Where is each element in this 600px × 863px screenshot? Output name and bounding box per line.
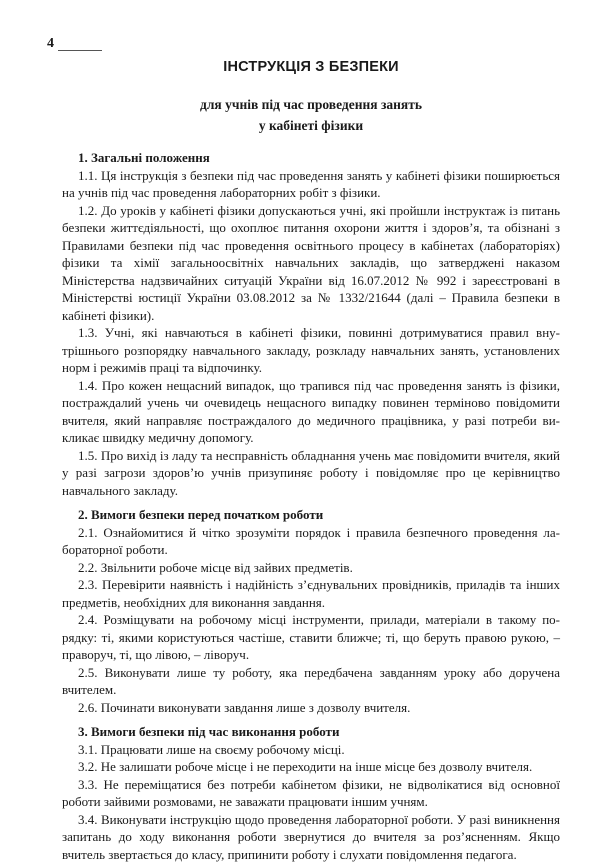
clause-3-2: 3.2. Не залишати робоче місце і не переходити на інше місце без дозволу вчителя. bbox=[62, 758, 560, 776]
clause-2-2: 2.2. Звільнити робоче місце від зайвих предметів. bbox=[62, 559, 560, 577]
page-number-rule bbox=[58, 50, 102, 51]
clause-1-5: 1.5. Про вихід із ладу та несправність обладнання учень має повідомити вчителя, який у разі загрози здоров’ю учнів призупиняє роботу і повідомляє про це керівництво навчального закладу. bbox=[62, 447, 560, 500]
page-number: 4 bbox=[47, 36, 54, 52]
section-before-work bbox=[62, 506, 560, 716]
section-during-work bbox=[62, 723, 560, 863]
section-heading: 1. Загальні положення bbox=[62, 149, 560, 167]
clause-2-4: 2.4. Розміщувати на робочому місці інструменти, прилади, матеріали в такому порядку: ті, якими користуються частіше, ставити ближче; ті, що беруть правою рукою, – праворуч, ті, що лівою, – ліворуч. bbox=[62, 611, 560, 664]
clause-3-1: 3.1. Працювати лише на своєму робочому місці. bbox=[62, 741, 560, 759]
clause-2-3: 2.3. Перевірити наявність і надійність з’єднувальних провідників, приладів та інших предметів, необхідних для виконання завдання. bbox=[62, 576, 560, 611]
clause-1-1: 1.1. Ця інструкція з безпеки під час проведення занять у кабінеті фізики поширюється на учнів під час проведення лабораторних робіт з фізики. bbox=[62, 167, 560, 202]
clause-2-5: 2.5. Виконувати лише ту роботу, яка передбачена завданням уроку або доручена вчителем. bbox=[62, 664, 560, 699]
clause-1-2: 1.2. До уроків у кабінеті фізики допускаються учні, які пройшли інструктаж із питань безпеки життєдіяльності, що охоплює питання охорони життя і здоров’я, та обізнані з Правилами безпеки під час проведення освітнього процесу в кабінетах (лабораторіях) фізики та хімії загальноосвітніх навчальних закладів, що затверджені наказом Міністерства надзвичайних ситуацій України від 16.07.2012 № 992 і зареєстровані в Міністерстві юстиції України 03.08.2012 за № 1332/21644 (далі – Правила безпеки в кабінеті фізики). bbox=[62, 202, 560, 325]
section-general-provisions bbox=[62, 149, 560, 499]
document-body bbox=[62, 58, 560, 863]
document-title: ІНСТРУКЦІЯ З БЕЗПЕКИ bbox=[62, 58, 560, 76]
subtitle-line-1: для учнів під час проведення занять bbox=[62, 94, 560, 115]
section-heading: 3. Вимоги безпеки під час виконання роботи bbox=[62, 723, 560, 741]
subtitle-line-2: у кабінеті фізики bbox=[62, 115, 560, 136]
clause-2-6: 2.6. Починати виконувати завдання лише з дозволу вчителя. bbox=[62, 699, 560, 717]
clause-2-1: 2.1. Ознайомитися й чітко зрозуміти порядок і правила безпечного проведення лабораторної роботи. bbox=[62, 524, 560, 559]
clause-1-3: 1.3. Учні, які навчаються в кабінеті фізики, повинні дотримуватися правил внутрішнього розпорядку навчального закладу, розкладу навчальних занять, установлених норм і режимів праці та відпочинку. bbox=[62, 324, 560, 377]
document-subtitle bbox=[62, 94, 560, 136]
clause-3-4: 3.4. Виконувати інструкцію щодо проведення лабораторної роботи. У разі виникнення запитань до ходу виконання роботи звернутися до вчителя за роз’ясненням. Якщо вчитель звертається до класу, припинити роботу і слухати повідомлення педагога. bbox=[62, 811, 560, 863]
clause-1-4: 1.4. Про кожен нещасний випадок, що трапився під час проведення занять із фізики, постраждалий учень чи очевидець нещасного випадку повинен терміново повідомити вчителя, який направляє постраждалого до медичного працівника, у разі потреби викликає швидку медичну допомогу. bbox=[62, 377, 560, 447]
clause-3-3: 3.3. Не переміщатися без потреби кабінетом фізики, не відволікатися від основної роботи зайвими розмовами, не заважати працювати іншим учням. bbox=[62, 776, 560, 811]
section-heading: 2. Вимоги безпеки перед початком роботи bbox=[62, 506, 560, 524]
